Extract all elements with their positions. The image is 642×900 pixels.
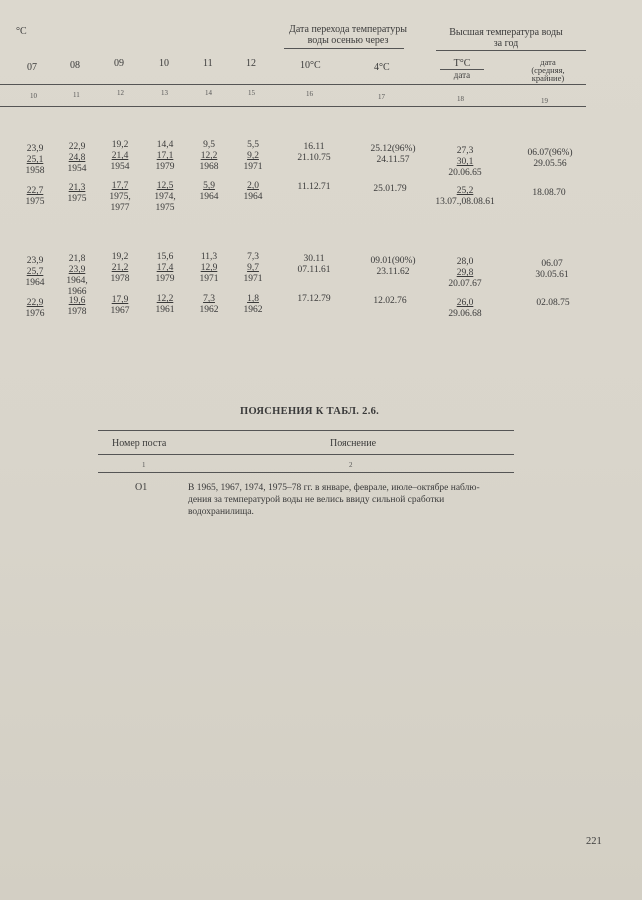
col-num: 11: [73, 91, 80, 99]
value: 24,8: [68, 153, 86, 163]
col-num: 19: [541, 97, 548, 105]
value: 17,1: [156, 151, 174, 161]
divider: [284, 48, 404, 49]
year: 1954: [67, 164, 87, 174]
b2r1-m09: [107, 252, 133, 285]
year: 1979: [155, 274, 175, 284]
b1r1-m10: [152, 140, 178, 173]
b1r2-m07: [22, 186, 48, 208]
value: 26,0: [456, 298, 474, 308]
value: 9,5: [203, 140, 215, 150]
value: 5,9: [203, 181, 215, 191]
value: 23,9: [26, 256, 44, 266]
col-date: дата (средняя, крайние): [531, 57, 565, 83]
page-number: 221: [586, 836, 602, 847]
b2r1-d4: [358, 256, 428, 278]
value: 19,6: [68, 296, 86, 306]
value: 30,1: [456, 157, 474, 167]
value: 5,5: [247, 140, 259, 150]
year: 1964,: [66, 276, 88, 286]
col-num: 12: [117, 89, 124, 97]
notes-title: ПОЯСНЕНИЯ К ТАБЛ. 2.6.: [240, 406, 380, 417]
year: 1968: [199, 162, 219, 172]
b1r2-m12: [240, 181, 266, 203]
b1r1-t: [442, 146, 488, 179]
value: 7,3: [203, 294, 215, 304]
b1r1-m12: [240, 140, 266, 173]
notes-rule: [98, 430, 514, 431]
value: 9,2: [247, 151, 259, 161]
year: 1962: [243, 305, 263, 315]
year: 1977: [110, 203, 130, 213]
b2r2-m11: [196, 294, 222, 316]
year: 1975,: [109, 192, 131, 202]
value: 12,9: [200, 263, 218, 273]
col-t: [440, 58, 484, 80]
b2r2-t: [442, 298, 488, 320]
col-num: 14: [205, 89, 212, 97]
year: 1978: [110, 274, 130, 284]
year: 1962: [199, 305, 219, 315]
year: 1967: [110, 306, 130, 316]
b1r2-m09: [107, 181, 133, 214]
col-4c: 4°C: [374, 62, 390, 73]
col-num: 17: [378, 93, 385, 101]
notes-text-line: В 1965, 1967, 1974, 1975–78 гг. в январе, феврале, июле–октябре наблю-: [188, 483, 480, 493]
value: 16.11: [303, 142, 325, 152]
b1r2-m10: [152, 181, 178, 214]
year: 1971: [243, 162, 263, 172]
b2r1-date: [524, 259, 580, 281]
value: 21,8: [68, 254, 86, 264]
value: 21,4: [111, 151, 129, 161]
b2r2-m08: [64, 296, 90, 318]
b1r2-date: 18.08.70: [532, 188, 566, 198]
year: 1976: [25, 309, 45, 319]
b2r1-m08: [64, 254, 90, 298]
b2r2-m07: [22, 298, 48, 320]
year: 1971: [199, 274, 219, 284]
b2r2-d4: 12.02.76: [373, 296, 407, 306]
value: 25.12(96%): [370, 144, 416, 154]
value: 14,4: [156, 140, 174, 150]
unit-label: °C: [16, 26, 27, 37]
year: 1979: [155, 162, 175, 172]
b1r1-m09: [107, 140, 133, 173]
b2r2-m10: [152, 294, 178, 316]
value: 25,2: [456, 186, 474, 196]
value: 11,3: [200, 252, 218, 262]
notes-col-expl: Пояснение: [330, 438, 377, 449]
b1r2-m11: [196, 181, 222, 203]
b2r2-m12: [240, 294, 266, 316]
value: 2,0: [247, 181, 259, 191]
year: 1961: [155, 305, 175, 315]
b2r1-m11: [196, 252, 222, 285]
b1r1-m11: [196, 140, 222, 173]
value: 29.05.56: [533, 159, 567, 169]
notes-text-line: дения за температурой воды не велись ввиду сильной сработки: [188, 495, 445, 505]
divider: [436, 50, 586, 51]
b1r2-m08: [64, 183, 90, 205]
col-num: 16: [306, 90, 313, 98]
value: 17,9: [111, 295, 129, 305]
value: 09.01(90%): [370, 256, 416, 266]
header-rule: [0, 84, 586, 85]
value: 21,2: [111, 263, 129, 273]
value: 19,2: [111, 252, 129, 262]
b1r1-m08: [64, 142, 90, 175]
b1r2-d10: 11.12.71: [297, 182, 331, 192]
year: 1964: [243, 192, 263, 202]
month-12: 12: [246, 58, 256, 69]
header-high-group: Высшая температура воды за год: [449, 27, 563, 49]
year: 1978: [67, 307, 87, 317]
value: 9,7: [247, 263, 259, 273]
b2r1-m07: [22, 256, 48, 289]
header-dates-group: Дата перехода температуры воды осенью через: [289, 24, 407, 46]
notes-num1: 1: [142, 461, 146, 469]
value: 15,6: [156, 252, 174, 262]
col-t-label: T°C: [440, 58, 484, 70]
value: 12,5: [156, 181, 174, 191]
value: 20.06.65: [448, 168, 482, 178]
value: 13.07.,08.08.61: [435, 197, 495, 207]
b1r1-d4: [358, 144, 428, 166]
header-rule: [0, 106, 586, 107]
month-10: 10: [159, 58, 169, 69]
value: 22,9: [68, 142, 86, 152]
value: 30.05.61: [535, 270, 569, 280]
b1r1-m07: [22, 144, 48, 177]
year: 1971: [243, 274, 263, 284]
value: 28,0: [456, 257, 474, 267]
col-num: 15: [248, 89, 255, 97]
value: 17,7: [111, 181, 129, 191]
notes-post: О1: [135, 482, 148, 493]
col-10c: 10°C: [300, 60, 321, 71]
month-08: 08: [70, 60, 80, 71]
notes-rule: [98, 454, 514, 455]
value: 21,3: [68, 183, 86, 193]
value: 23,9: [26, 144, 44, 154]
year: 1974,: [154, 192, 176, 202]
b2r1-m12: [240, 252, 266, 285]
notes-col-post: Номер поста: [112, 438, 167, 449]
value: 20.07.67: [448, 279, 482, 289]
value: 12,2: [200, 151, 218, 161]
year: 1975: [67, 194, 87, 204]
value: 25,7: [26, 267, 44, 277]
year: 1964: [199, 192, 219, 202]
value: 12,2: [156, 294, 174, 304]
notes-rule: [98, 472, 514, 473]
b2r2-d10: 17.12.79: [297, 294, 331, 304]
notes-text-line: водохранилища.: [188, 507, 254, 517]
value: 21.10.75: [297, 153, 331, 163]
value: 29.06.68: [448, 309, 482, 319]
b1r2-t: [432, 186, 498, 208]
month-11: 11: [203, 58, 213, 69]
b1r2-d4: 25.01.79: [373, 184, 407, 194]
col-num: 13: [161, 89, 168, 97]
value: 23.11.62: [376, 267, 410, 277]
b1r1-d10: [292, 142, 336, 164]
b1r1-date: [520, 148, 580, 170]
value: 1,8: [247, 294, 259, 304]
value: 30.11: [303, 254, 325, 264]
notes-num2: 2: [349, 461, 353, 469]
value: 25,1: [26, 155, 44, 165]
value: 7,3: [247, 252, 259, 262]
value: 27,3: [456, 146, 474, 156]
year: 1958: [25, 166, 45, 176]
b2r2-m09: [107, 295, 133, 317]
b2r1-d10: [292, 254, 336, 276]
b2r1-m10: [152, 252, 178, 285]
value: 29,8: [456, 268, 474, 278]
year: 1975: [25, 197, 45, 207]
value: 19,2: [111, 140, 129, 150]
year: 1966: [67, 287, 87, 297]
value: 23,9: [68, 265, 86, 275]
year: 1954: [110, 162, 130, 172]
col-t-sub: дата: [453, 70, 471, 80]
b2r2-date: 02.08.75: [536, 298, 570, 308]
value: 06.07(96%): [527, 148, 573, 158]
notes-text: [188, 482, 480, 518]
value: 07.11.61: [297, 265, 331, 275]
value: 17,4: [156, 263, 174, 273]
month-09: 09: [114, 58, 124, 69]
col-num: 10: [30, 92, 37, 100]
value: 22,7: [26, 186, 44, 196]
col-num: 18: [457, 95, 464, 103]
month-07: 07: [27, 62, 37, 73]
value: 24.11.57: [376, 155, 410, 165]
year: 1975: [155, 203, 175, 213]
year: 1964: [25, 278, 45, 288]
value: 22,9: [26, 298, 44, 308]
b2r1-t: [442, 257, 488, 290]
value: 06.07: [541, 259, 563, 269]
